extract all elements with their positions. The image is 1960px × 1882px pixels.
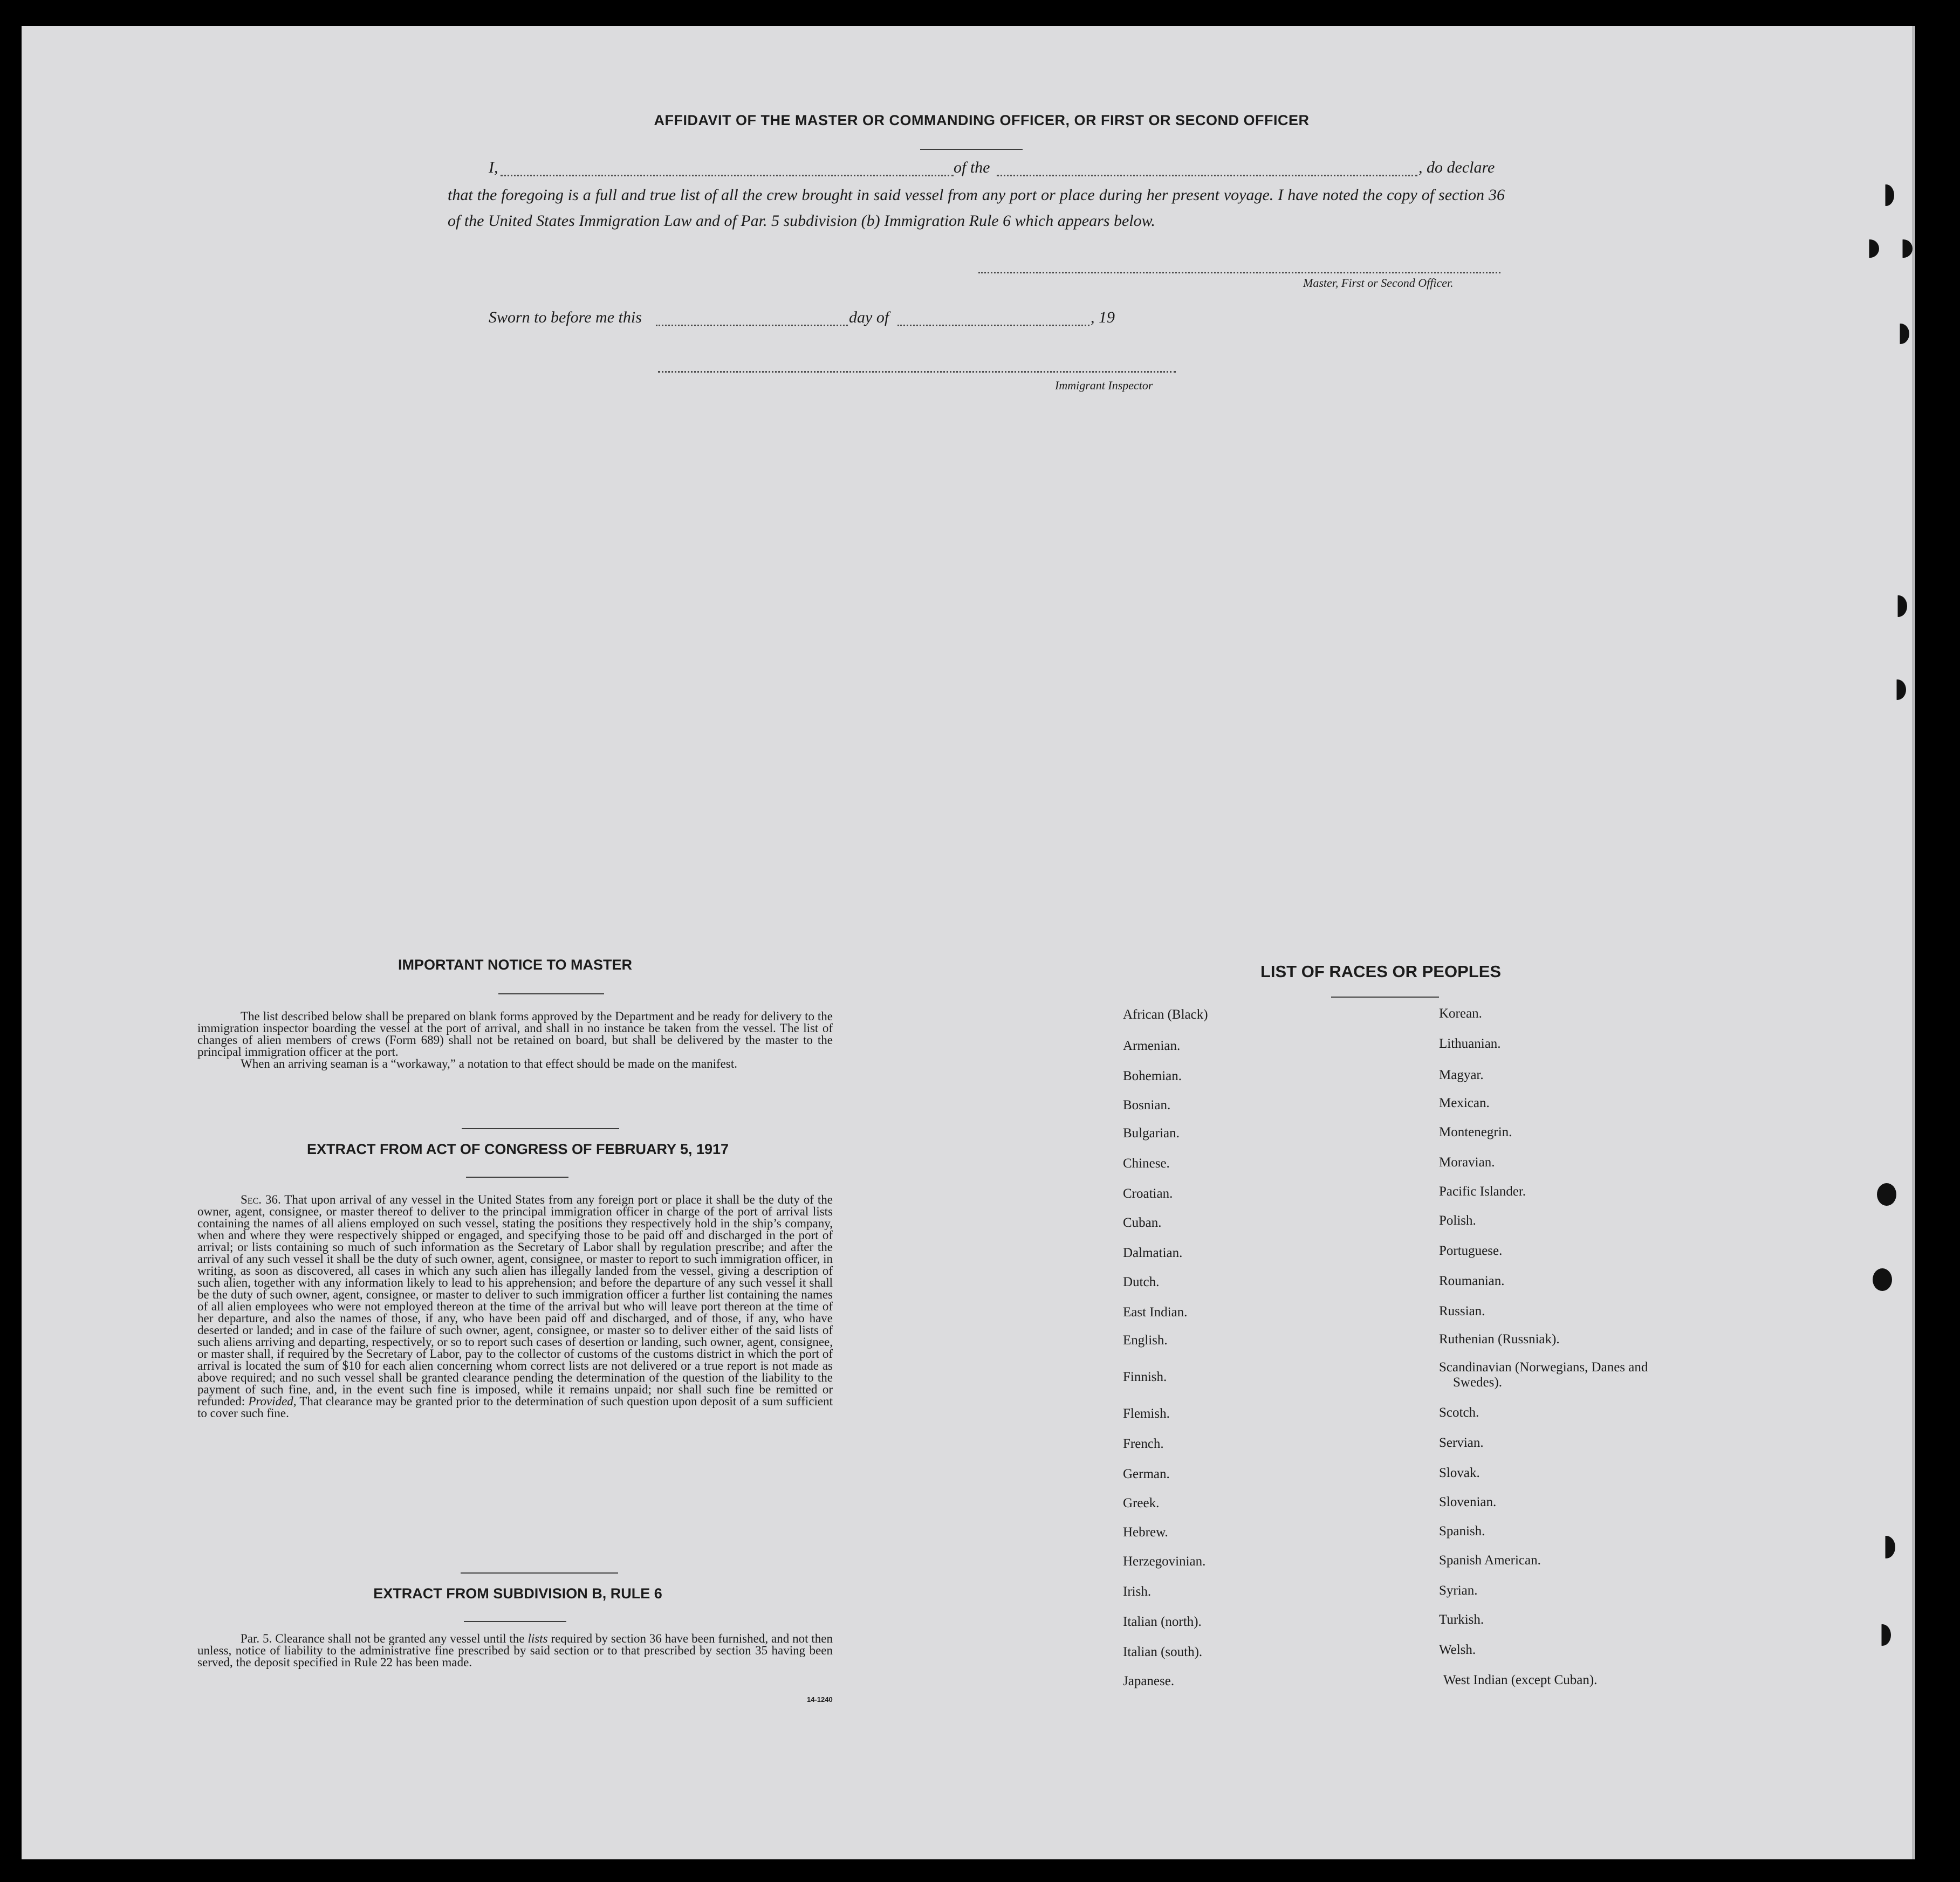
race-item: Magyar. (1439, 1068, 1484, 1082)
declarant-label: I, (489, 159, 498, 176)
race-item: Montenegrin. (1439, 1125, 1512, 1139)
notice-title: IMPORTANT NOTICE TO MASTER (398, 957, 632, 973)
proviso-label: Provided, (248, 1395, 297, 1408)
race-item: Flemish. (1123, 1406, 1170, 1421)
race-item: Greek. (1123, 1496, 1160, 1510)
notice-body (197, 1011, 833, 1070)
declarant-name-field[interactable] (501, 175, 954, 176)
binder-hole (1894, 239, 1913, 258)
affidavit-title: AFFIDAVIT OF THE MASTER OR COMMANDING OFFICER, OR FIRST OR SECOND OFFICER (654, 112, 1310, 128)
act-extract-title: EXTRACT FROM ACT OF CONGRESS OF FEBRUARY 5, 1917 (306, 1141, 729, 1157)
par-5-lists: lists (527, 1632, 548, 1645)
inspector-signature-caption: Immigrant Inspector (1055, 379, 1153, 392)
form-sheet (22, 26, 1915, 1859)
race-item: Slovenian. (1439, 1495, 1497, 1509)
race-item: Dalmatian. (1123, 1246, 1183, 1260)
sworn-year-label: , 19 (1091, 308, 1115, 326)
race-item: Welsh. (1439, 1643, 1476, 1657)
declare-text: , do declare (1418, 159, 1495, 176)
race-item: Syrian. (1439, 1583, 1478, 1598)
race-item: Finnish. (1123, 1370, 1167, 1384)
race-item: Irish. (1123, 1584, 1152, 1599)
race-item: Portuguese. (1439, 1244, 1503, 1258)
races-divider (1331, 997, 1439, 998)
race-item: Slovak. (1439, 1466, 1480, 1480)
par-5-text-b: required by section 36 have been furnished, and not then unless, notice of liability to the administrative fine prescribed by said section or to that prescribed by section 35 having been served, the deposit specified in Rule 22 has been made. (197, 1632, 833, 1669)
act-extract-bottom-divider (461, 1572, 618, 1574)
race-item: French. (1123, 1437, 1164, 1451)
race-item: Chinese. (1123, 1156, 1170, 1171)
race-item: Spanish American. (1439, 1553, 1541, 1568)
race-item: Dutch. (1123, 1275, 1160, 1289)
race-item: Bohemian. (1123, 1069, 1182, 1083)
race-item: Scandinavian (Norwegians, Danes and Swedes). (1439, 1360, 1648, 1390)
binder-hole (1877, 1536, 1895, 1558)
act-extract-body (197, 1194, 833, 1419)
inspector-signature-field[interactable] (658, 371, 1176, 373)
race-item: Moravian. (1439, 1155, 1495, 1170)
binder-hole (1874, 1624, 1891, 1646)
race-item: Korean. (1439, 1006, 1482, 1021)
race-item: Italian (south). (1123, 1645, 1203, 1659)
officer-signature-caption: Master, First or Second Officer. (1303, 276, 1454, 290)
race-item: Croatian. (1123, 1186, 1173, 1201)
race-item: Polish. (1439, 1213, 1476, 1228)
race-item: Herzegovinian. (1123, 1554, 1206, 1569)
act-extract-divider (466, 1177, 568, 1178)
notice-bottom-divider (462, 1128, 619, 1129)
notice-divider (498, 993, 604, 994)
race-item: Scotch. (1439, 1405, 1479, 1420)
race-item: German. (1123, 1467, 1170, 1481)
rule-extract-title: EXTRACT FROM SUBDIVISION B, RULE 6 (373, 1585, 662, 1602)
race-item: Pacific Islander. (1439, 1184, 1526, 1199)
binder-hole (1890, 595, 1907, 617)
race-item: Roumanian. (1439, 1274, 1505, 1288)
sworn-day-field[interactable] (656, 325, 848, 326)
sworn-label: Sworn to before me this (489, 308, 642, 326)
race-item: Bulgarian. (1123, 1126, 1180, 1141)
sworn-month-label: day of (849, 308, 889, 326)
race-item: African (Black) (1123, 1007, 1208, 1022)
race-item: Cuban. (1123, 1215, 1162, 1230)
officer-signature-field[interactable] (978, 272, 1500, 273)
race-item: Hebrew. (1123, 1525, 1168, 1540)
section-36-text: That upon arrival of any vessel in the United States from any foreign port or place it shall be the duty of the owner, agent, consignee, or master thereof to deliver to the principal immigration officer in charge of the port of arrival lists containing the names of all aliens employed on such vessel, stating the positions they respectively hold in the ship’s company, when and where they were respectively shipped or engaged, and specifying those to be paid off and discharged in the port of arrival; or lists containing so much of such information as the Secretary of Labor shall by regulation prescribe; and after the arrival of any such vessel it shall be the duty of such owner, agent, consignee, or master to report to such immigration officer, in writing, as soon as discovered, all cases in which any such alien has illegally landed from the vessel, giving a description of such alien, together with any information likely to lead to his apprehension; and before the departure of any such vessel it shall be the duty of such owner, agent, consignee, or master to deliver to such immigration officer a further list containing the names of all alien employees who were not employed thereon at the time of the arrival but who will leave port thereon at the time of her departure, and also the names of those, if any, who have been paid off and discharged, and of those, if any, who have deserted or landed; and in case of the failure of such owner, agent, consignee, or master so to deliver either of the said lists of such aliens arriving and departing, respectively, or so to report such cases of desertion or landing, such owner, agent, consignee, or master shall, if required by the Secretary of Labor, pay to the collector of customs of the customs district in which the port of arrival is located the sum of $10 for each alien concerning whom correct lists are not delivered or a true report is not made as above required; and no such vessel shall be granted clearance pending the determination of the question of the liability to the payment of such fine, and, in the event such fine is imposed, while it remains unpaid; nor shall such fine be remitted or refunded: (197, 1193, 833, 1408)
form-number: 14-1240 (807, 1695, 833, 1704)
notice-paragraph-2: When an arriving seaman is a “workaway,” a notation to that effect should be made on the manifest. (241, 1057, 737, 1070)
binder-hole (1892, 324, 1909, 344)
rule-extract-body (197, 1633, 833, 1668)
race-item: Bosnian. (1123, 1098, 1171, 1112)
race-item: West Indian (except Cuban). (1443, 1673, 1598, 1687)
race-item: Italian (north). (1123, 1615, 1202, 1629)
vessel-name-field[interactable] (997, 175, 1417, 176)
races-title: LIST OF RACES OR PEOPLES (1260, 962, 1502, 981)
sworn-month-field[interactable] (897, 325, 1089, 326)
race-item: East Indian. (1123, 1305, 1188, 1320)
race-item: Mexican. (1439, 1096, 1490, 1110)
race-item: Lithuanian. (1439, 1036, 1501, 1051)
race-item: Russian. (1439, 1304, 1485, 1318)
binder-hole (1873, 1268, 1892, 1291)
race-item: Armenian. (1123, 1039, 1181, 1053)
binder-hole (1877, 1183, 1896, 1206)
race-item: English. (1123, 1333, 1168, 1348)
rule-extract-divider (464, 1621, 566, 1622)
race-item: Ruthenian (Russniak). (1439, 1332, 1560, 1347)
binder-hole (1889, 679, 1906, 700)
binder-hole (1861, 239, 1879, 258)
par-5-text-a: Par. 5. Clearance shall not be granted any vessel until the (241, 1632, 525, 1645)
binder-hole (1878, 184, 1894, 206)
vessel-label: of the (954, 159, 990, 176)
title-divider (920, 149, 1023, 150)
notice-paragraph-1: The list described below shall be prepared on blank forms approved by the Department and be ready for delivery to the immigration inspector boarding the vessel at the port of arrival, and shall in no instance be taken from the vessel. The list of changes of alien members of crews (Form 689) shall not be retained on board, but shall be delivered by the master to the principal immigration officer at the port. (197, 1009, 833, 1059)
race-item: Servian. (1439, 1435, 1484, 1450)
race-item: Japanese. (1123, 1674, 1175, 1688)
race-item: Spanish. (1439, 1524, 1485, 1538)
affidavit-paragraph: that the foregoing is a full and true list of all the crew brought in said vessel from any port or place during her present voyage. I have noted the copy of section 36 of the United States Immigration Law and of Par. 5 subdivision (b) Immigration Rule 6 which appears below. (448, 186, 1505, 230)
section-label: Sec. 36. (241, 1193, 281, 1206)
proviso-text: That clearance may be granted prior to the determination of such question upon deposit of a sum sufficient to cover such fine. (197, 1395, 833, 1420)
race-item: Turkish. (1439, 1612, 1484, 1627)
